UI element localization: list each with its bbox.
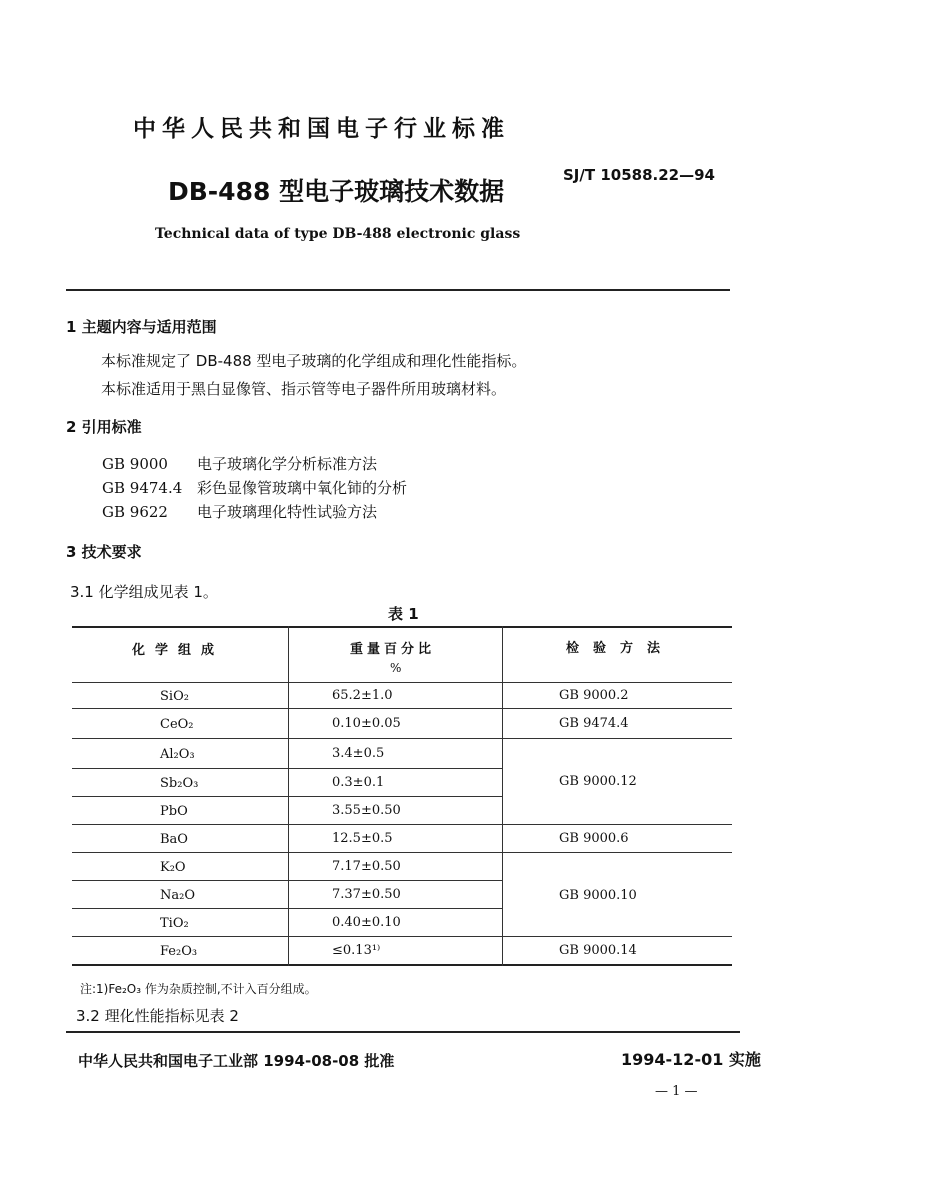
composition-cell: Sb₂O₃ xyxy=(160,776,199,791)
table-row-rule xyxy=(72,796,502,797)
table-col-divider xyxy=(502,626,503,966)
implementation-date: 1994-12-01 实施 xyxy=(621,1050,761,1069)
composition-cell: CeO₂ xyxy=(160,717,194,732)
section1-line-2: 本标准适用于黑白显像管、指示管等电子器件所用玻璃材料。 xyxy=(101,380,507,398)
table-row-rule xyxy=(72,738,732,739)
table-row-rule xyxy=(72,880,502,881)
table-row-rule xyxy=(72,824,732,825)
percent-cell: 12.5±0.5 xyxy=(332,831,393,846)
section3-heading: 3 技术要求 xyxy=(66,543,142,561)
table-row-rule xyxy=(72,708,732,709)
ref-name-2: 彩色显像管玻璃中氧化铈的分析 xyxy=(197,479,408,497)
standard-code: SJ/T 10588.22—94 xyxy=(563,166,715,184)
header-percent: 重量百分比 xyxy=(350,642,436,657)
approval-statement: 中华人民共和国电子工业部 1994-08-08 批准 xyxy=(78,1052,395,1070)
method-cell: GB 9474.4 xyxy=(559,716,629,731)
composition-cell: Al₂O₃ xyxy=(160,747,195,762)
table-header-rule xyxy=(72,682,732,683)
ref-code-3: GB 9622 xyxy=(102,503,168,521)
header-divider xyxy=(66,289,730,291)
composition-cell: SiO₂ xyxy=(160,689,189,704)
header-method: 检验方法 xyxy=(566,641,675,656)
table-top-rule xyxy=(72,626,732,628)
composition-cell: Fe₂O₃ xyxy=(160,944,198,959)
document-title: DB-488 型电子玻璃技术数据 xyxy=(168,177,505,206)
section3-sub1: 3.1 化学组成见表 1。 xyxy=(70,583,218,601)
header-composition: 化学组成 xyxy=(132,643,225,658)
ref-code-2: GB 9474.4 xyxy=(102,479,183,497)
percent-cell: 65.2±1.0 xyxy=(332,688,393,703)
table-col-divider xyxy=(288,626,289,966)
percent-cell: 0.3±0.1 xyxy=(332,775,385,790)
composition-cell: TiO₂ xyxy=(160,916,189,931)
percent-cell: ≤0.13¹⁾ xyxy=(332,943,381,958)
composition-cell: PbO xyxy=(160,804,188,819)
table1-caption: 表 1 xyxy=(388,605,419,623)
table-bottom-rule xyxy=(72,964,732,966)
composition-cell: K₂O xyxy=(160,860,186,875)
organization-title: 中华人民共和国电子行业标准 xyxy=(133,116,510,142)
ref-name-1: 电子玻璃化学分析标准方法 xyxy=(197,455,378,473)
table1-note: 注:1)Fe₂O₃ 作为杂质控制,不计入百分组成。 xyxy=(80,982,317,996)
page-number: — 1 — xyxy=(655,1084,698,1099)
percent-cell: 7.37±0.50 xyxy=(332,887,401,902)
percent-cell: 0.10±0.05 xyxy=(332,716,401,731)
table-row-rule xyxy=(72,768,502,769)
section2-heading: 2 引用标准 xyxy=(66,418,142,436)
percent-cell: 3.4±0.5 xyxy=(332,746,385,761)
method-cell: GB 9000.14 xyxy=(559,943,637,958)
method-cell: GB 9000.10 xyxy=(559,888,637,903)
header-percent-unit: % xyxy=(390,661,402,675)
percent-cell: 3.55±0.50 xyxy=(332,803,401,818)
percent-cell: 7.17±0.50 xyxy=(332,859,401,874)
footer-divider xyxy=(66,1031,740,1033)
method-cell: GB 9000.6 xyxy=(559,831,629,846)
english-title: Technical data of type DB-488 electronic glass xyxy=(155,226,521,242)
table-row-rule xyxy=(72,908,502,909)
table-row-rule xyxy=(72,852,732,853)
section3-sub2: 3.2 理化性能指标见表 2 xyxy=(76,1007,239,1025)
composition-cell: BaO xyxy=(160,832,188,847)
percent-cell: 0.40±0.10 xyxy=(332,915,401,930)
method-cell: GB 9000.2 xyxy=(559,688,629,703)
ref-name-3: 电子玻璃理化特性试验方法 xyxy=(197,503,378,521)
table-row-rule xyxy=(72,936,732,937)
ref-code-1: GB 9000 xyxy=(102,455,168,473)
composition-cell: Na₂O xyxy=(160,888,195,903)
method-cell: GB 9000.12 xyxy=(559,774,637,789)
section1-line-1: 本标准规定了 DB-488 型电子玻璃的化学组成和理化性能指标。 xyxy=(101,352,527,370)
section1-heading: 1 主题内容与适用范围 xyxy=(66,318,217,336)
